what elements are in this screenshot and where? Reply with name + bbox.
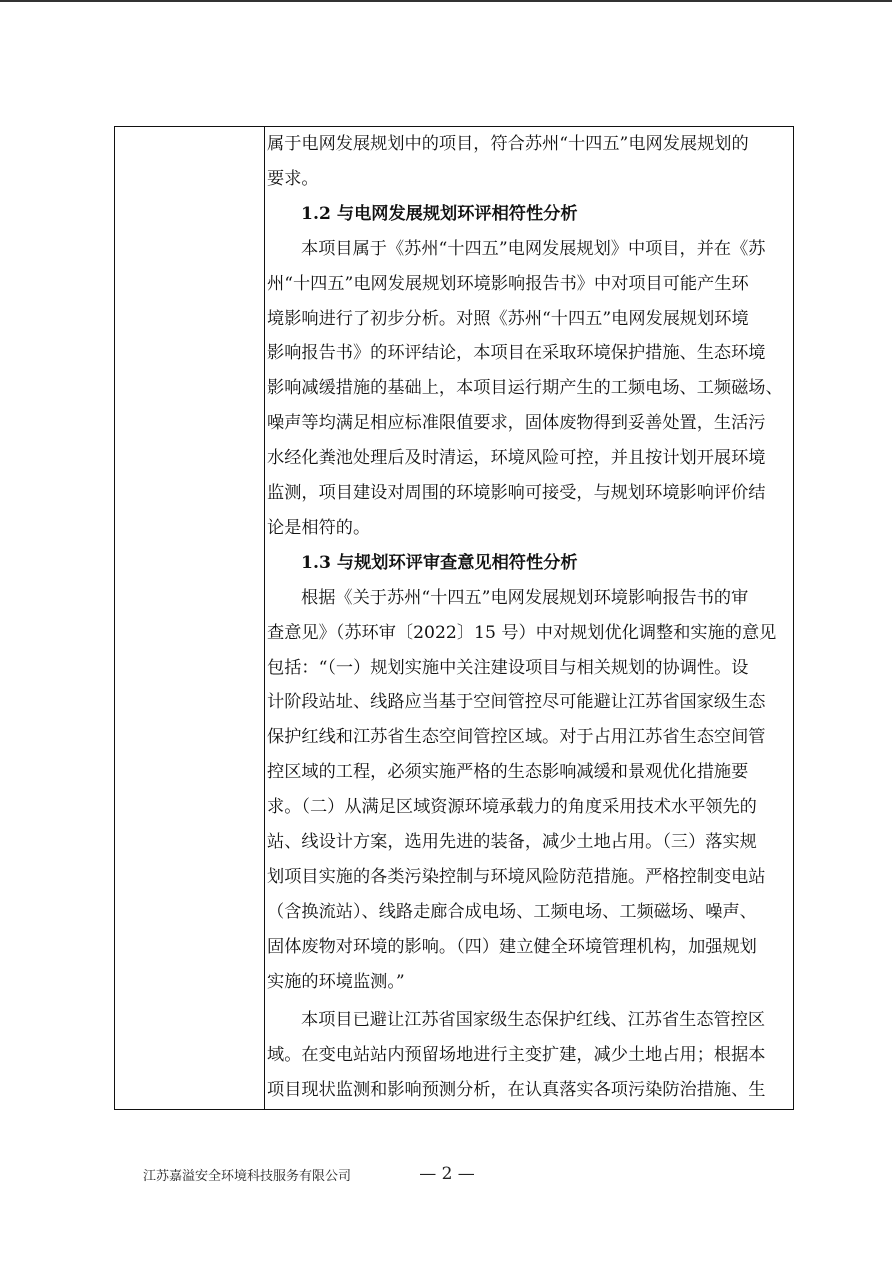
paragraph-line: （含换流站）、线路走廊合成电场、工频电场、工频磁场、噪声、: [267, 901, 757, 922]
paragraph-line: 包括：“（一）规划实施中关注建设项目与相关规划的协调性。设: [267, 657, 749, 678]
section-heading-1-2: 1.2 与电网发展规划环评相符性分析: [301, 203, 578, 224]
paragraph-line: 域。在变电站站内预留场地进行主变扩建，减少土地占用；根据本: [267, 1044, 766, 1065]
paragraph-line: 计阶段站址、线路应当基于空间管控尽可能避让江苏省国家级生态: [267, 692, 766, 713]
paragraph-line: 实施的环境监测。”: [267, 971, 405, 992]
paragraph-line: 监测，项目建设对周围的环境影响可接受，与规划环境影响评价结: [267, 483, 766, 503]
top-border-line: [0, 0, 892, 2]
document-table: [114, 126, 794, 1110]
paragraph-line: 本项目已避让江苏省国家级生态保护红线、江苏省生态管控区: [301, 1010, 766, 1030]
paragraph-line: 噪声等均满足相应标准限值要求，固体废物得到妥善处置，生活污: [267, 413, 766, 434]
paragraph-line: 根据《关于苏州“十四五”电网发展规划环境影响报告书的审: [301, 587, 749, 608]
paragraph-line: 水经化粪池处理后及时清运，环境风险可控，并且按计划开展环境: [267, 448, 766, 469]
paragraph-line: 影响报告书》的环评结论，本项目在采取环境保护措施、生态环境: [267, 343, 766, 364]
paragraph-line: 固体废物对环境的影响。（四）建立健全环境管理机构，加强规划: [267, 936, 757, 957]
paragraph-line: 要求。: [267, 168, 319, 189]
page-number: — 2 —: [419, 1164, 475, 1184]
paragraph-line: 州“十四五”电网发展规划环境影响报告书》中对项目可能产生环: [267, 273, 749, 294]
paragraph-line: 项目现状监测和影响预测分析，在认真落实各项污染防治措施、生: [267, 1079, 766, 1100]
paragraph-line: 查意见》（苏环审〔2022〕15 号）中对规划优化调整和实施的意见: [267, 622, 777, 643]
paragraph-line: 论是相符的。: [267, 517, 371, 538]
paragraph-line: 属于电网发展规划中的项目，符合苏州“十四五”电网发展规划的: [267, 134, 749, 154]
paragraph-line: 控区域的工程，必须实施严格的生态影响减缓和景观优化措施要: [267, 762, 749, 783]
paragraph-line: 求。（二）从满足区域资源环境承载力的角度采用技术水平领先的: [267, 797, 757, 818]
table-left-column: [115, 127, 265, 1109]
paragraph-line: 本项目属于《苏州“十四五”电网发展规划》中项目，并在《苏: [301, 238, 766, 259]
paragraph-line: 境影响进行了初步分析。对照《苏州“十四五”电网发展规划环境: [267, 308, 749, 329]
section-heading-1-3: 1.3 与规划环评审查意见相符性分析: [301, 552, 578, 573]
footer-company-name: 江苏嘉溢安全环境科技服务有限公司: [143, 1169, 352, 1184]
paragraph-line: 站、线设计方案，选用先进的装备，减少土地占用。（三）落实规: [267, 832, 757, 852]
paragraph-line: 划项目实施的各类污染控制与环境风险防范措施。严格控制变电站: [267, 866, 766, 887]
paragraph-line: 保护红线和江苏省生态空间管控区域。对于占用江苏省生态空间管: [267, 727, 766, 748]
paragraph-line: 影响减缓措施的基础上，本项目运行期产生的工频电场、工频磁场、: [267, 378, 783, 399]
